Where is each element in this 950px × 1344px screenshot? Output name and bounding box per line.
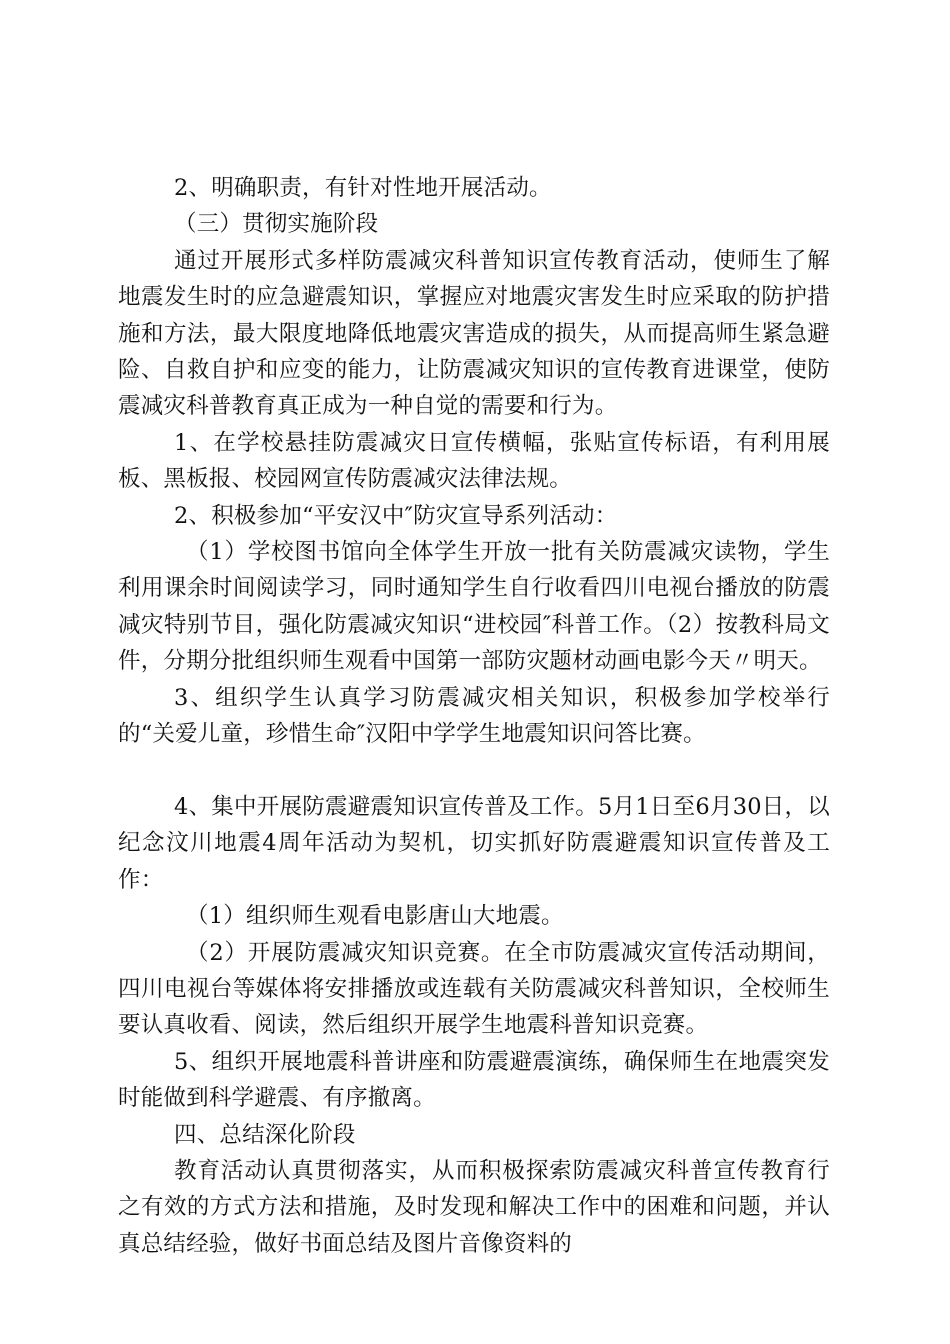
paragraph-10: 5、组织开展地震科普讲座和防震避震演练，确保师生在地震突发时能做到科学避震、有序撤离。 xyxy=(118,1048,830,1112)
paragraph-9: （2）开展防震减灾知识竞赛。在全市防震减灾宣传活动期间，四川电视台等媒体将安排播放或连载有关防震减灾科普知识，全校师生要认真收看、阅读，然后组织开展学生地震科普知识竞赛。 xyxy=(118,939,830,1039)
section-heading-4: 四、总结深化阶段 xyxy=(174,1121,356,1148)
document-body xyxy=(118,170,830,1262)
paragraph-2: 通过开展形式多样防震减灾科普知识宣传教育活动，使师生了解地震发生时的应急避震知识，掌握应对地震灾害发生时应采取的防护措施和方法，最大限度地降低地震灾害造成的损失，从而提高师生紧急避险、自救自护和应变的能力，让防震减灾知识的宣传教育进课堂，使防震减灾科普教育真正成为一种自觉的需要和行为。 xyxy=(118,247,830,420)
paragraph-6: 3、组织学生认真学习防震减灾相关知识，积极参加学校举行的“关爱儿童，珍惜生命″汉阳中学学生地震知识问答比赛。 xyxy=(118,684,830,748)
paragraph-11: 教育活动认真贯彻落实，从而积极探索防震减灾科普宣传教育行之有效的方式方法和措施，及时发现和解决工作中的困难和问题，并认真总结经验，做好书面总结及图片音像资料的 xyxy=(118,1157,830,1257)
paragraph-7: 4、集中开展防震避震知识宣传普及工作。5月1日至6月30日，以纪念汶川地震4周年活动为契机，切实抓好防震避震知识宣传普及工作： xyxy=(118,793,830,893)
paragraph-1: 2、明确职责，有针对性地开展活动。 xyxy=(174,175,552,201)
paragraph-8: （1）组织师生观看电影唐山大地震。 xyxy=(186,903,564,930)
paragraph-4: 2、积极参加“平安汉中″防灾宣导系列活动： xyxy=(174,502,618,529)
paragraph-5: （1）学校图书馆向全体学生开放一批有关防震减灾读物，学生利用课余时间阅读学习，同时通知学生自行收看四川电视台播放的防震减灾特别节目，强化防震减灾知识“进校园″科普工作。（2）按教科局文件，分期分批组织师生观看中国第一部防灾题材动画电影今天〃明天。 xyxy=(118,539,830,675)
blank-line xyxy=(118,753,830,789)
section-heading-3: （三）贯彻实施阶段 xyxy=(174,211,379,238)
paragraph-3: 1、在学校悬挂防震减灾日宣传横幅，张贴宣传标语，有利用展板、黑板报、校园网宣传防震减灾法律法规。 xyxy=(118,429,830,493)
